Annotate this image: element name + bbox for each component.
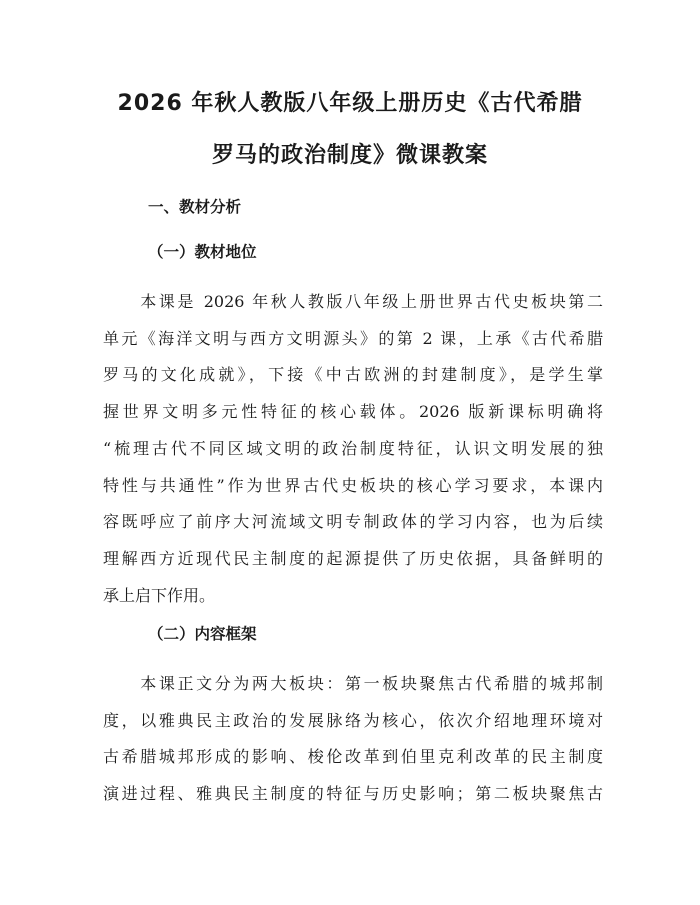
document-title-line-1: 2026 年秋人教版八年级上册历史《古代希腊	[117, 91, 583, 116]
paragraph-line: 罗马的文化成就》，下接《中古欧洲的封建制度》，是学生掌	[103, 365, 603, 385]
paragraph-line: 容既呼应了前序大河流域文明专制政体的学习内容，也为后续	[103, 512, 603, 532]
paragraph-line: “梳理古代不同区域文明的政治制度特征，认识文明发展的独	[103, 438, 603, 458]
paragraph-line: 特性与共通性”作为世界古代史板块的核心学习要求，本课内	[103, 475, 603, 495]
paragraph-line: 单元《海洋文明与西方文明源头》的第 2 课，上承《古代希腊	[103, 328, 603, 348]
paragraph-content-framework	[103, 666, 603, 813]
section-heading-textbook-analysis: 一、教材分析	[148, 197, 242, 216]
paragraph-textbook-position	[103, 284, 603, 614]
document-title-line-2: 罗马的政治制度》微课教案	[211, 143, 488, 168]
paragraph-line: 承上启下作用。	[103, 585, 216, 605]
paragraph-line: 度，以雅典民主政治的发展脉络为核心，依次介绍地理环境对	[103, 710, 603, 730]
subsection-heading-textbook-position: （一）教材地位	[148, 242, 257, 261]
paragraph-line: 本课是 2026 年秋人教版八年级上册世界古代史板块第二	[103, 292, 603, 311]
subsection-heading-content-framework: （二）内容框架	[148, 624, 257, 643]
paragraph-line: 理解西方近现代民主制度的起源提供了历史依据，具备鲜明的	[103, 548, 603, 568]
paragraph-line: 古希腊城邦形成的影响、梭伦改革到伯里克利改革的民主制度	[103, 747, 603, 767]
paragraph-line: 握世界文明多元性特征的核心载体。2026 版新课标明确将	[103, 402, 603, 422]
paragraph-line: 演进过程、雅典民主制度的特征与历史影响；第二板块聚焦古	[103, 784, 603, 804]
paragraph-line: 本课正文分为两大板块：第一板块聚焦古代希腊的城邦制	[103, 674, 603, 693]
